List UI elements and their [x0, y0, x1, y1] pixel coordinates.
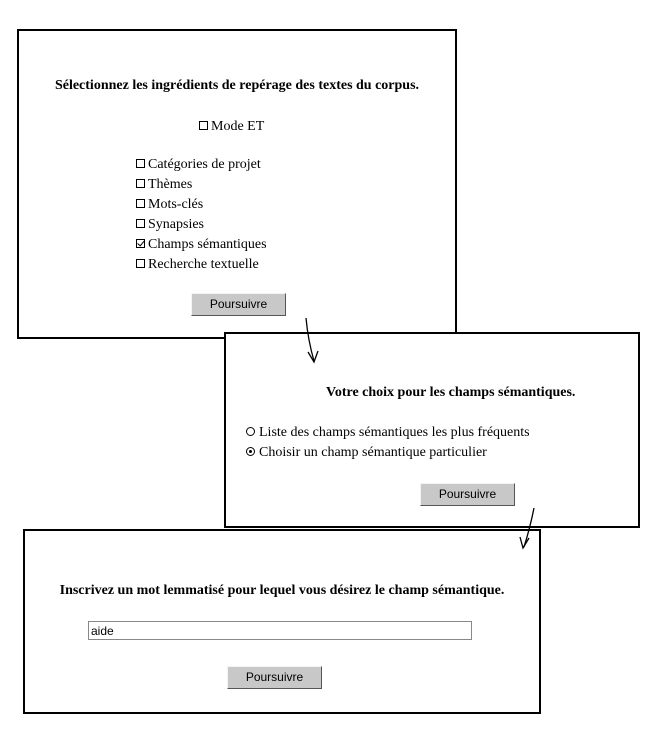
poursuivre-button-3[interactable]: Poursuivre — [227, 666, 322, 689]
mode-et-label: Mode ET — [211, 119, 265, 134]
option-label: Mots-clés — [148, 197, 204, 212]
option-label: Catégories de projet — [148, 157, 261, 172]
option-label: Liste des champs sémantiques les plus fréquents — [259, 425, 530, 440]
poursuivre-button-1[interactable]: Poursuivre — [191, 293, 286, 316]
poursuivre-button-2[interactable]: Poursuivre — [420, 483, 515, 506]
option-label: Recherche textuelle — [148, 257, 259, 272]
option-label: Champs sémantiques — [148, 237, 267, 252]
lemma-heading: Inscrivez un mot lemmatisé pour lequel vous désirez le champ sémantique. — [59, 583, 505, 598]
option-label: Synapsies — [148, 217, 204, 232]
choice-heading: Votre choix pour les champs sémantiques. — [326, 385, 576, 400]
option-label: Thèmes — [148, 177, 193, 192]
arrow-down-icon — [306, 318, 318, 362]
arrow-down-icon — [520, 508, 534, 548]
option-label: Choisir un champ sémantique particulier — [259, 445, 487, 460]
ingredients-heading: Sélectionnez les ingrédients de repérage des textes du corpus. — [54, 78, 420, 93]
